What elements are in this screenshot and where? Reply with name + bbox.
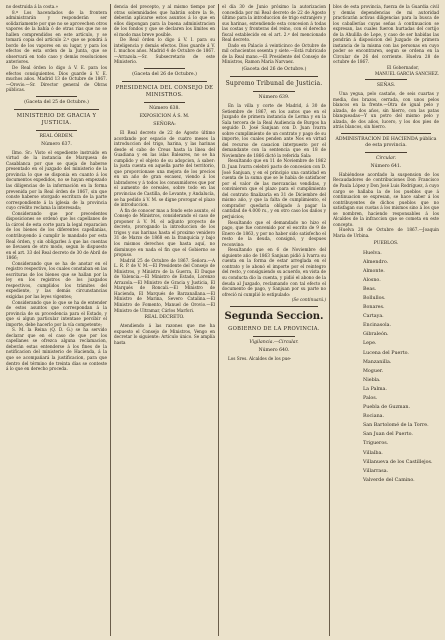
list-item: Bonares. [363,305,385,311]
separator [144,68,184,69]
list-item: Encinasola. [363,323,392,329]
section-heading: GOBIERNO DE LA PROVINCIA. [228,325,320,332]
salutation: SEÑORA: [153,122,176,128]
list-item: Lucena del Puerto. [363,350,409,356]
paragraph: dencia del precepto, y al mismo tiempo por otras solemnidades que habrán sobre la fe, deberán aplicarse estos asuntos á lo que en ellos dispongan para la buena administracion de los fondos y que se declaren los límites en el modo mas breve posible. [114,4,215,37]
paragraph: Resultando que en 6 de Noviembre del siguiente año de 1863 Sanjuan pidió á Ivarra su cuenta en la forma de estar arreglada en el contrato y le abonó el importe por el reintegro del resto, y consiguiendo su acuerdo, en vista de su conducta dio la cuenta, y pidió el abono de la deuda al Juzgado, reclamando con tal efecto el documento de pago, y Sanjuan por su parte no ofreció ni cumplió lo estipulado: [222,247,326,297]
subsection-heading: Circular. [375,155,397,161]
paragraph: En la villa y corte de Madrid, á 30 de Setiembre de 1867, en los autos que en el Juzgado de primera instancia de Lerma y en la Sala tercera de la Real Audiencia de Burgos ha seguido D. José Sanjuan con D. Juan Ivarra sobre cumplimiento de un contrato y pago de su importe, los cuales penden ante Nos en virtud del recurso de casacion interpuesto por el demandante con la sentencia que en 18 de Noviembre de 1866 dictó la referida Sala: [222,103,326,158]
town-list [333,249,439,485]
list-item: Rociana. [363,414,385,420]
list-item: Valverde del Camino. [363,477,415,483]
list-item: Trigueros. [363,441,389,447]
separator [14,109,100,110]
separator [365,79,407,80]
list-item: San Bartolomé de la Torre. [363,423,429,429]
column-4 [333,4,439,636]
document-number: Número 640. [258,347,290,353]
decree-title: REAL DECRETO. [144,315,185,321]
list-item: Beas. [363,286,377,292]
document-number: Número 638. [149,106,180,112]
document-number: Número 641. [370,163,402,169]
signature-name: MANUEL GARCIA SANCHEZ. [374,70,439,76]
section-heading: MINISTERIO DE GRACIA Y JUSTICIA. [16,112,97,126]
separator [253,91,295,92]
section-title: Segunda Seccion. [224,310,324,322]
paragraph: Los Sres. Alcaldes de los pue- [228,355,292,361]
subsection-heading: Vigilancia.—Circular. [249,339,299,345]
paragraph: Una yegua, pelo castaño, de seis cuartas y media, dos brazos, cerrada, con unos pelos blancos en la frente.—Otra de igual pelo y alzada, de dos años, sin hierro, con las patas blanqueadas—Y un potro del mismo pelo y alzada, de dos años, lucero, y los dos pies de atrás blancos, sin hierro. [333,91,439,130]
paragraph: Resultando que el demandado no hizo el pago, que fue convenido por el escrito de 9 de Enero de 1863, y por no haber sido satisfecho el resto de la deuda, consignó, y despues reconvino: [222,219,326,247]
continued-note: (Se continuará.) [291,297,326,303]
list-item: Moguer. [363,368,384,374]
subsection-heading: SEÑAS. [376,83,396,89]
separator [230,306,318,307]
gazette-reference: (Gaceta del 26 de Octubre.) [132,72,197,78]
separator [144,102,184,103]
list-item: Cartaya. [363,314,384,320]
signature-title: El Gobernador, [386,65,419,71]
document-number: Número 639. [258,95,290,101]
paragraph: S. M. la Reina (Q. D. G.) se ha servido declarar que en el caso de que por los capellanes se ofrezca alguna reclamacion, deberán estas entenderse á los fines de la notificacion del ministerio de Hacienda, á la que se acompañará la justificacion, para que dentro del término de treinta días se conteste á lo que en derecho proceda. [6,327,107,372]
paragraph: Considerando que lo que se ha de entender de estos asuntos que correspondan á la provincia de su procedencia para el Estado, y que si algun particular intentase percibir el importe, debe hacerlo por la vía competente; [6,299,107,327]
paragraph: Huelva 28 de Octubre de 1867.—Joaquin Maria de Urbina. [333,227,439,238]
list-heading: PUEBLOS. [373,240,399,246]
paragraph: Considerando que se ha de anotar en el registro respectivo, los cuales constaban en las escrituras de los bienes que se hallan por la ley en los registros de los juzgados respectivos, cumplidos los trámites del expediente, y las demás circunstancias exigidas por las leyes vigentes; [6,260,107,299]
list-item: San Juan del Puerto. [363,432,413,438]
order-title: REAL ÓRDEN. [39,133,74,139]
gazette-reference: (Gaceta del 25 de Octubre.) [24,99,89,105]
paragraph: El Real decreto de 22 de Agosto último acordando por espacio de cuatro meses la introduccion del trigo, harina, y las harinas desde el cabo de Creus hasta la línea del Guadiana y en las islas Baleares, no se ha cumplido y el objeto de su adopcion, á saber: la justa cuenta en aquella parte del territorio, que proporcionase una mejora de los precios en un año de gran escasez, viendo á los labradores y á todos los consumidores que por el aumento de cereales, sobre todo en las provincias de Castilla, de Levante, y Andalucía, se ha pedido á V. M. se digne prorogar el plazo de introduccion. [114,130,215,208]
column-divider [218,4,219,636]
list-item: Lepe. [363,341,377,347]
paragraph: Madrid 25 de Octubre de 1867. Señora.—A L. R. P. de V. M.—El Presidente del Consejo de Ministros, y Ministro de la Guerra, El Duque de Valencia.—El Ministro de Estado, Lorenzo Arrazola.—El Ministro de Gracia y Justicia, El Marqués de Roncali.—El Ministro de Hacienda, El Marqués de Barzanallana.—El Ministro de Marina, Severo Catalina.—El Ministro de Fomento, Manuel de Orovio.—El Ministro de Ultramar, Cárlos Marfori. [114,257,215,313]
list-item: Niebla. [363,377,381,383]
section-heading: ADMINISTRACION DE HACIENDA pública de esta provincia. [335,136,437,148]
separator [365,152,407,153]
list-item: La Palma. [363,386,387,392]
paragraph: Á fin de conocer mas a fondo este asunto, el Consejo de Ministros, considerando el caso de proponer á V. M. el adjunto proyecto de decreto, prorogando la introduccion de los trigos y sus harinas hasta el proximo venidero 31 de Marzo de 1868 en la franquicia y bajo los mismos derechos que hasta aquí, no disminuye en nada el fin que el Gobierno se propuso. [114,207,215,258]
paragraph: Resultando que en 11 de Noviembre de 1862 D. Juan Ivarra celebró pacto de concesion con D. José Sanjuan, y en el principio una cantidad en cuenta de la suma que se le había de satisfacer por el valor de las mercancías vendidas, y convinieron que el plazo para el cumplimiento del contrato finalizaría en 31 de Diciembre del mismo año, y que la falta de cumplimiento, el comprador quedaria obligado á pagar la cantidad de 4.000 rs., y en otro caso los daños y perjuicios; [222,158,326,219]
column-divider [329,4,330,636]
paragraph: Dado en Palacio á veinticinco de Octubre de mil ochocientos sesenta y siete.—Está rubricado de la Real mano.—El Presidente del Consejo de Ministros, Ramon María Narvaez. [222,42,326,65]
list-item: Alosno. [363,277,381,283]
separator [230,76,318,77]
list-item: Manzanilla. [363,359,392,365]
list-item: Puebla de Guzman. [363,405,411,411]
paragraph: 8.ª Los hacendados de la frontera administrarán y responderán ser solidariamente por que no se aprovechen otros vapores de la bahía ó de otras rias que no se hallen comprendidos en este artículo, y se tomará copia del artículo 2.º que se pondrá á bordo de los vapores en su lugar, y para los efectos de esta orden de la Junta, que se observará en todo caso y demás resoluciones anteriores. [6,9,107,65]
column-3 [222,4,326,636]
paragraph: De Real órden lo digo á V. E. para los efectos consiguientes. Dios guarde á V. E. muchos años. Madrid 13 de Octubre de 1867.—Orovio.—Sr. Director general de Obras públicas. [6,65,107,93]
column-divider [110,4,111,636]
list-item: Villalba. [363,450,383,456]
opening-line: no destruida á la costa.» [6,4,59,9]
list-item: Huelva. [363,250,382,256]
list-item: Palos. [363,396,378,401]
list-item: Villanueva de los Castillejos. [363,459,433,465]
list-item: Almendro. [363,259,389,265]
paragraph: el día 30 de Junio próximo la autorizacion concedida por mi Real decreto de 22 de Agosto último para la introduccion de trigo extranjero y sus harinas, extendiendo esta concesion á todas las costas y fronteras del reino, con el derecho fiscal establecido en el art. 2.º del mencionado Real decreto. [222,4,326,43]
gazette-reference: (Gaceta del 26 de Octubre.) [241,67,307,73]
paragraph: blos de esta provincia, fuerza de la Guardia civil y demás dependencias de mi autoridad practicarán activas diligencias para la busca de los caballerías cuyas señas á continuacion se expresan, las cuales fueron hurtadas del cortijo de la Ahulilla de Lepe, y caso de ser habidas las pondrán á disposicion del Juzgado de primera instancia de la misma con las personas en cuyo poder se encontraren, segun se ordena en la Circular de 26 del corriente. Huelva 28 de octubre de 1867. [333,4,439,65]
paragraph: Habiéndose acordado la suspension de los Recaudadores de contribuciones Don Francisco de Paula López y Don José Luis Rodríguez, á cuyo cargo se hallaba la de los pueblos que á continuacion se expresan, se hace saber á los contribuyentes de dichos pueblos que no satisfagan sus cuotas á los mismos sino á los que se nombren, haciendo responsables á los Alcaldes de la infraccion que se cometa en este concepto. [333,171,439,227]
separator [253,336,295,337]
separator [36,96,76,97]
paragraph: De Real órden lo digo á V. I. para su inteligencia y demás efectos. Dios guarde á V. I. muchos años. Madrid 4 de Octubre de 1867.—Arrazola.—Sr. Subsecretario de este Ministerio. [114,37,215,65]
section-heading: Supremo Tribunal de Justicia. [225,80,323,88]
list-item: Villarrasa. [363,468,389,474]
separator [36,130,76,131]
list-item: Bollullos. [363,295,386,301]
paragraph: Atendiendo á las razones que me ha expuesto el Consejo de Ministros, Vengo en decretar lo siguiente: Artículo único. Se amplía hasta [114,323,215,345]
paragraph: Considerando que por precedentes disposiciones se ordenó que los capellanes de la cárcel de esta corte para la legal reparacion de los bienes de los diferentes capellanías, contribuyendo á cumplir lo mandado por esta Real órden, y sin obligarles á que las cuentas se llevasen de otro modo, segun lo dispuesto en el art. 33 del Real decreto de 30 de Abril de 1866; [6,210,107,261]
separator [341,133,431,134]
paragraph: Ilmo. Sr.: Visto el expediente instruido en virtud de la instancia de Marquesa de Casablanca por que se queja de haberse presentado en el juzgado del ministerio de la provincia lo que se disponia en cuanto á los documentos expedidos, no se hayan empezado las diligencias de la información en la forma prevenida por la Real órden de 1867, sin que conste haberse otorgado escritura de la parte correspondiente á la iglesia de la provincia cuyo crédito reclama la interesada; [6,149,107,211]
separator [122,81,208,82]
list-item: Gibraleón. [363,332,389,338]
exposition-title: EXPOSICION Á S. M. [139,114,190,120]
column-1 [6,4,107,636]
column-2 [114,4,215,636]
document-number: Número 637. [41,141,72,147]
list-item: Almonte. [363,268,385,274]
section-heading: PRESIDENCIA DEL CONSEJO DE MINISTROS. [115,85,214,99]
